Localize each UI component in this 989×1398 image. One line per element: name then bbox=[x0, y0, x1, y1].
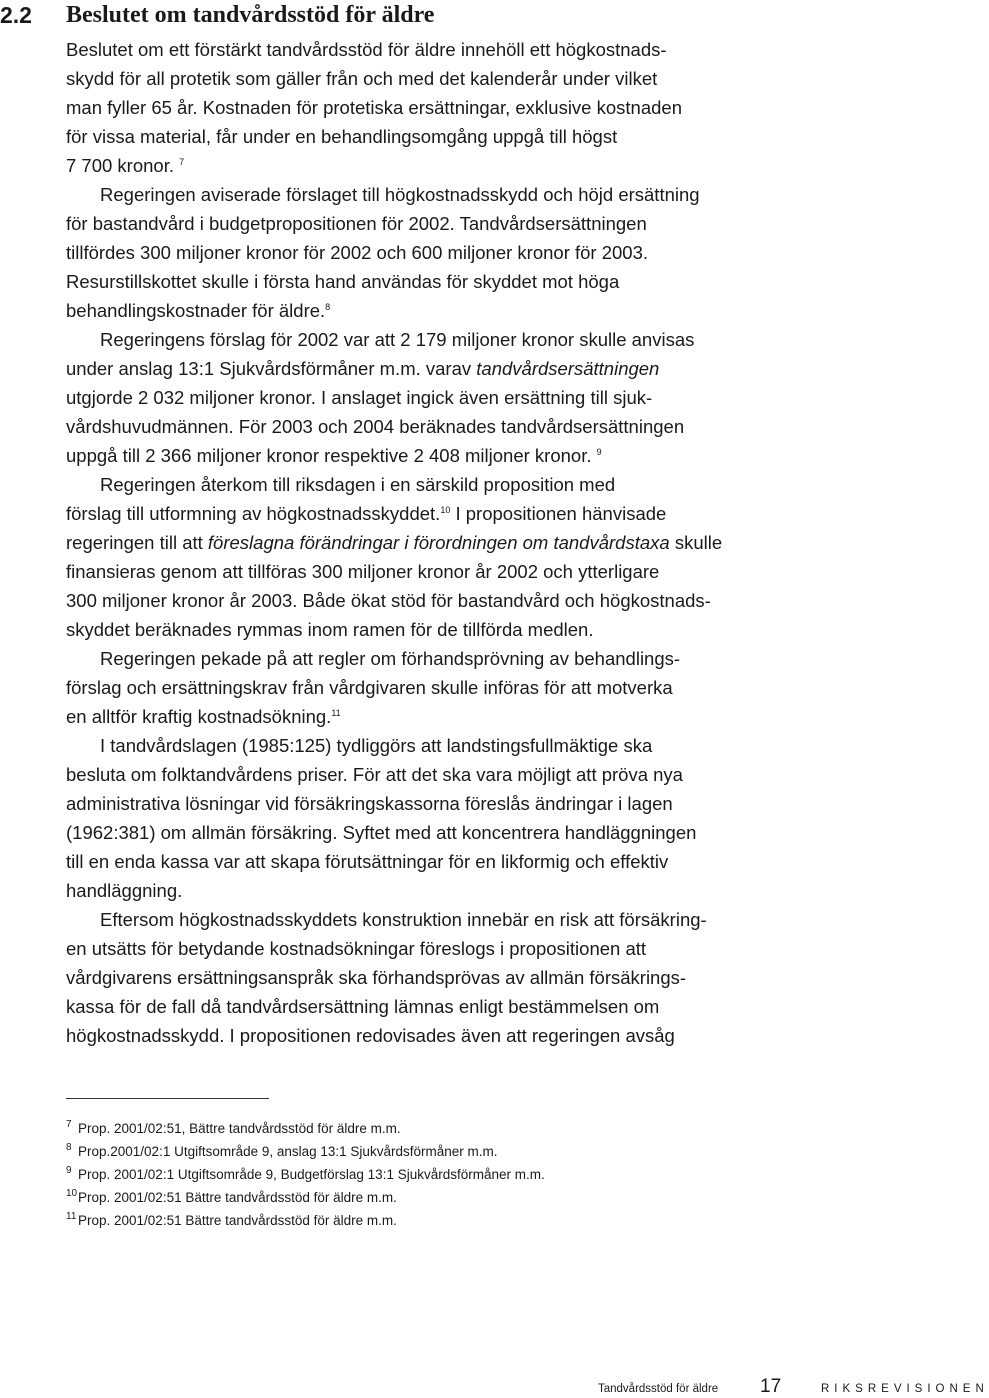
footnote-text: Prop.2001/02:1 Utgiftsområde 9, anslag 13:1 Sjukvårdsförmåner m.m. bbox=[78, 1144, 498, 1159]
footnote-ref: 7 bbox=[179, 157, 185, 167]
body-line: Regeringen pekade på att regler om förhandsprövning av behandlings- bbox=[100, 648, 681, 669]
body-line: högkostnadsskydd. I propositionen redovisades även att regeringen avsåg bbox=[66, 1025, 675, 1046]
emphasis-text: föreslagna förändringar i förordningen om tandvårdstaxa bbox=[207, 532, 670, 553]
footnote-number: 11 bbox=[66, 1211, 77, 1222]
footnote-ref: 10 bbox=[440, 505, 451, 515]
body-line: skyddet beräknades rymmas inom ramen för de tillförda medlen. bbox=[66, 619, 594, 640]
body-line: Regeringen aviserade förslaget till högkostnadsskydd och höjd ersättning bbox=[100, 184, 700, 205]
footer-title: Tandvårdsstöd för äldre bbox=[598, 1383, 719, 1395]
footnote-ref: 11 bbox=[331, 708, 341, 718]
body-line: 7 700 kronor. $^7$ bbox=[66, 155, 185, 176]
body-line: till en enda kassa var att skapa förutsättningar för en likformig och effektiv bbox=[66, 851, 669, 872]
body-line: uppgå till 2 366 miljoner kronor respektive 2 408 miljoner kronor. $^9$ bbox=[66, 445, 602, 466]
body-line: Regeringens förslag för 2002 var att 2 179 miljoner kronor skulle anvisas bbox=[100, 329, 695, 350]
emphasis-text: tandvårdsersättningen bbox=[476, 358, 660, 379]
body-line: förslag och ersättningskrav från vårdgivaren skulle införas för att motverka bbox=[66, 677, 673, 698]
footnote-ref: 9 bbox=[596, 447, 602, 457]
body-line: Regeringen återkom till riksdagen i en särskild proposition med bbox=[100, 474, 616, 495]
body-line: finansieras genom att tillföras 300 miljoner kronor år 2002 och ytterligare bbox=[66, 561, 660, 582]
footnote-number: 9 bbox=[66, 1165, 72, 1176]
section-heading bbox=[0, 2, 960, 32]
body-line: vårdgivarens ersättningsanspråk ska förhandsprövas av allmän försäkrings- bbox=[66, 967, 687, 988]
body-line: vårdshuvudmännen. För 2003 och 2004 beräknades tandvårdsersättningen bbox=[66, 416, 685, 437]
body-line: besluta om folktandvårdens priser. För att det ska vara möjligt att pröva nya bbox=[66, 764, 683, 785]
footnote-text: Prop. 2001/02:51 Bättre tandvårdsstöd för äldre m.m. bbox=[78, 1213, 397, 1228]
body-line: Eftersom högkostnadsskyddets konstruktion innebär en risk att försäkring- bbox=[100, 909, 707, 930]
body-line: en alltför kraftig kostnadsökning.$^{11}$ bbox=[66, 706, 341, 727]
section-title: Beslutet om tandvårdsstöd för äldre bbox=[66, 2, 435, 28]
footnote-number: 8 bbox=[66, 1142, 72, 1153]
body-line: en utsätts för betydande kostnadsökningar föreslogs i propositionen att bbox=[66, 938, 647, 959]
body-line: utgjorde 2 032 miljoner kronor. I anslaget ingick även ersättning till sjuk- bbox=[66, 387, 653, 408]
body-line: behandlingskostnader för äldre.$^8$ bbox=[66, 300, 331, 321]
body-line: 300 miljoner kronor år 2003. Både ökat stöd för bastandvård och högkostnads- bbox=[66, 590, 711, 611]
body-line: regeringen till att föreslagna förändringar i förordningen om tandvårdstaxa skulle bbox=[66, 532, 723, 553]
footnote-text: Prop. 2001/02:51, Bättre tandvårdsstöd för äldre m.m. bbox=[78, 1121, 401, 1136]
body-line: handläggning. bbox=[66, 880, 183, 901]
body-line: tillfördes 300 miljoner kronor för 2002 och 600 miljoner kronor för 2003. bbox=[66, 242, 649, 263]
footnote-number: 7 bbox=[66, 1119, 72, 1130]
body-line: Resurstillskottet skulle i första hand användas för skyddet mot höga bbox=[66, 271, 620, 292]
body-line: under anslag 13:1 Sjukvårdsförmåner m.m. varav tandvårdsersättningen bbox=[66, 358, 660, 379]
footnote-divider bbox=[66, 1098, 269, 1099]
body-line: (1962:381) om allmän försäkring. Syftet med att koncentrera handläggningen bbox=[66, 822, 697, 843]
body-line: förslag till utformning av högkostnadsskyddet.$^{10}$ I propositionen hänvisade bbox=[66, 503, 667, 524]
body-line: skydd för all protetik som gäller från och med det kalenderår under vilket bbox=[66, 68, 658, 89]
body-line: I tandvårdslagen (1985:125) tydliggörs att landstingsfullmäktige ska bbox=[100, 735, 653, 756]
footnote-text: Prop. 2001/02:1 Utgiftsområde 9, Budgetförslag 13:1 Sjukvårdsförmåner m.m. bbox=[78, 1167, 545, 1182]
body-line: för bastandvård i budgetpropositionen för 2002. Tandvårdsersättningen bbox=[66, 213, 647, 234]
body-line: man fyller 65 år. Kostnaden för protetiska ersättningar, exklusive kostnaden bbox=[66, 97, 682, 118]
footer-organization: RIKSREVISIONEN bbox=[821, 1383, 989, 1395]
section-number: 2.2 bbox=[0, 2, 32, 28]
footnote-ref: 8 bbox=[325, 302, 331, 312]
body-line: för vissa material, får under en behandlingsomgång uppgå till högst bbox=[66, 126, 618, 147]
footnote-number: 10 bbox=[66, 1188, 78, 1199]
page-number: 17 bbox=[760, 1376, 782, 1397]
body-line: Beslutet om ett förstärkt tandvårdsstöd för äldre innehöll ett högkostnads- bbox=[66, 39, 667, 60]
body-line: kassa för de fall då tandvårdsersättning lämnas enligt bestämmelsen om bbox=[66, 996, 660, 1017]
footnote-text: Prop. 2001/02:51 Bättre tandvårdsstöd för äldre m.m. bbox=[78, 1190, 397, 1205]
body-line: administrativa lösningar vid försäkringskassorna föreslås ändringar i lagen bbox=[66, 793, 673, 814]
